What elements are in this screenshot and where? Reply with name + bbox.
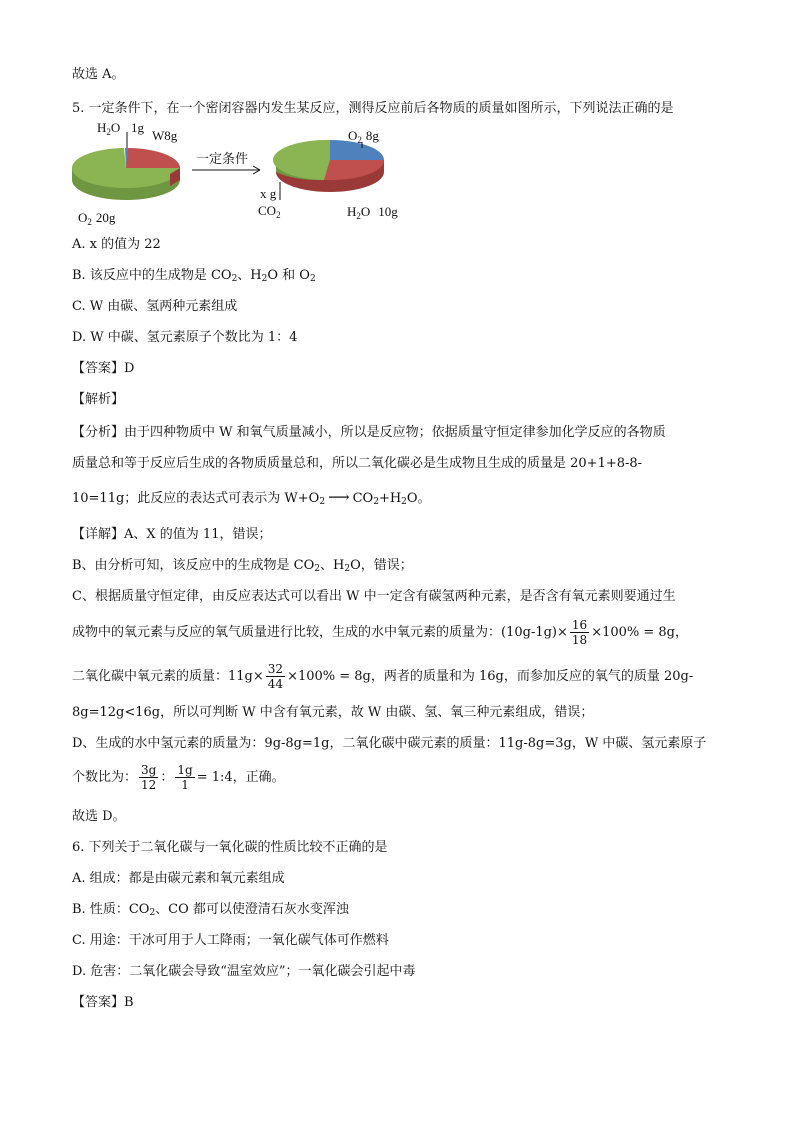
left-w-label: W8g: [152, 128, 178, 143]
analysis-tag: 【解析】: [72, 392, 125, 407]
left-1g-label: 1g: [131, 120, 144, 135]
option-b: B. 该反应中的生成物是 $CO_2$、$H_2O$ 和 $O_2$: [72, 268, 316, 284]
left-pie-chart: [72, 148, 180, 200]
xiangjie-c-4: 8g=12g<16g，所以可判断 W 中含有氧元素，故 W 由碳、氢、氧三种元素组成，错误；: [72, 705, 594, 720]
line-choose-a: 故选 A。: [72, 67, 125, 82]
left-o2-label: $O_2$ 20g: [78, 210, 116, 227]
option-d: D. W 中碳、氢元素原子个数比为 1：4: [72, 330, 298, 345]
fenxi-line-1: 【分析】由于四种物质中 W 和氧气质量减小，所以是反应物；依据质量守恒定律参加化学反应的各物质: [72, 425, 666, 440]
answer-value: D: [124, 361, 135, 376]
left-pie-w-slice: [126, 148, 180, 168]
right-xg-label: x g: [260, 186, 277, 201]
right-pie-chart: [273, 140, 384, 192]
left-h2o-label: $H_2O$: [97, 120, 121, 137]
xiangjie-d-1: D、生成的水中氢元素的质量为：9g-8g=1g，二氧化碳中碳元素的质量：11g-8g=3g，W 中碳、氢元素原子: [72, 736, 707, 751]
fraction-16-18: $\frac{16}{18}$: [571, 618, 588, 647]
q6-option-a: A. 组成：都是由碳元素和氧元素组成: [72, 871, 285, 886]
option-a: A. x 的值为 22: [72, 237, 161, 252]
fraction-1g-1: $\frac{1g}{1}$: [177, 763, 193, 792]
q6-option-d: D. 危害：二氧化碳会导致“温室效应”；一氧化碳会引起中毒: [72, 964, 416, 979]
xiangjie-c-1: C、根据质量守恒定律，由反应表达式可以看出 W 中一定含有碳氢两种元素，是否含有氧元素则要通过生: [72, 589, 676, 604]
answer-line: [72, 360, 134, 378]
answer-tag: 【答案】: [72, 995, 125, 1010]
line-choose-d: 故选 D。: [72, 809, 126, 824]
fraction-32-44: $\frac{32}{44}$: [267, 662, 284, 691]
xiangjie-c-2: 成物中的氧元素与反应的氧气质量进行比较，生成的水中氧元素的质量为：(10g-1g)× $\frac{16}{18}$ ×100% = 8g，: [72, 618, 689, 647]
question-6-stem: 6. 下列关于二氧化碳与一氧化碳的性质比较不正确的是: [72, 840, 388, 855]
question-number: 5.: [72, 101, 85, 116]
fenxi-line-2: 质量总和等于反应后生成的各物质质量总和，所以二氧化碳必是生成物且生成的质量是 20+1+8-8-: [72, 456, 643, 471]
right-co2-label: $CO_2$: [258, 203, 281, 220]
xiangjie-c-3: 二氧化碳中氧元素的质量：11g× $\frac{32}{44}$ ×100% = 8g，两者的质量和为 16g，而参加反应的氧气的质量 20g-: [72, 662, 694, 691]
right-o2-label: $O_2$ 8g: [348, 128, 379, 145]
reaction-pie-figure: [66, 118, 426, 230]
answer-line-2: [72, 994, 134, 1012]
fenxi-line-3: 10=11g；此反应的表达式可表示为 $W+O_2$ ⟶ $CO_2+H_2O$。: [72, 488, 431, 507]
arrow-condition-label: 一定条件: [196, 151, 249, 166]
reaction-arrow: ⟶: [328, 488, 350, 506]
fraction-3g-12: $\frac{3g}{12}$: [141, 763, 157, 792]
xiangjie-b: B、由分析可知，该反应中的生成物是 $CO_2$、$H_2O$，错误；: [72, 558, 413, 574]
q6-option-b: B. 性质：$CO_2$、CO 都可以使澄清石灰水变浑浊: [72, 902, 349, 918]
xiangjie-d-2: 个数比为： $\frac{3g}{12}$ ： $\frac{1g}{1}$ = 1:4，正确。: [72, 763, 285, 792]
q6-option-c: C. 用途：干冰可用于人工降雨；一氧化碳气体可作燃料: [72, 933, 389, 948]
question-5-stem: [72, 100, 674, 118]
question-text: 一定条件下，在一个密闭容器内发生某反应，测得反应前后各物质的质量如图所示，下列说法正确的是: [88, 101, 674, 116]
answer-tag: 【答案】: [72, 361, 125, 376]
xiangjie-a: 【详解】A、X 的值为 11，错误；: [72, 527, 272, 542]
right-h2o-label: $H_2O$ 10g: [347, 204, 398, 221]
answer-value: B: [124, 995, 134, 1010]
option-c: C. W 由碳、氢两种元素组成: [72, 299, 238, 314]
